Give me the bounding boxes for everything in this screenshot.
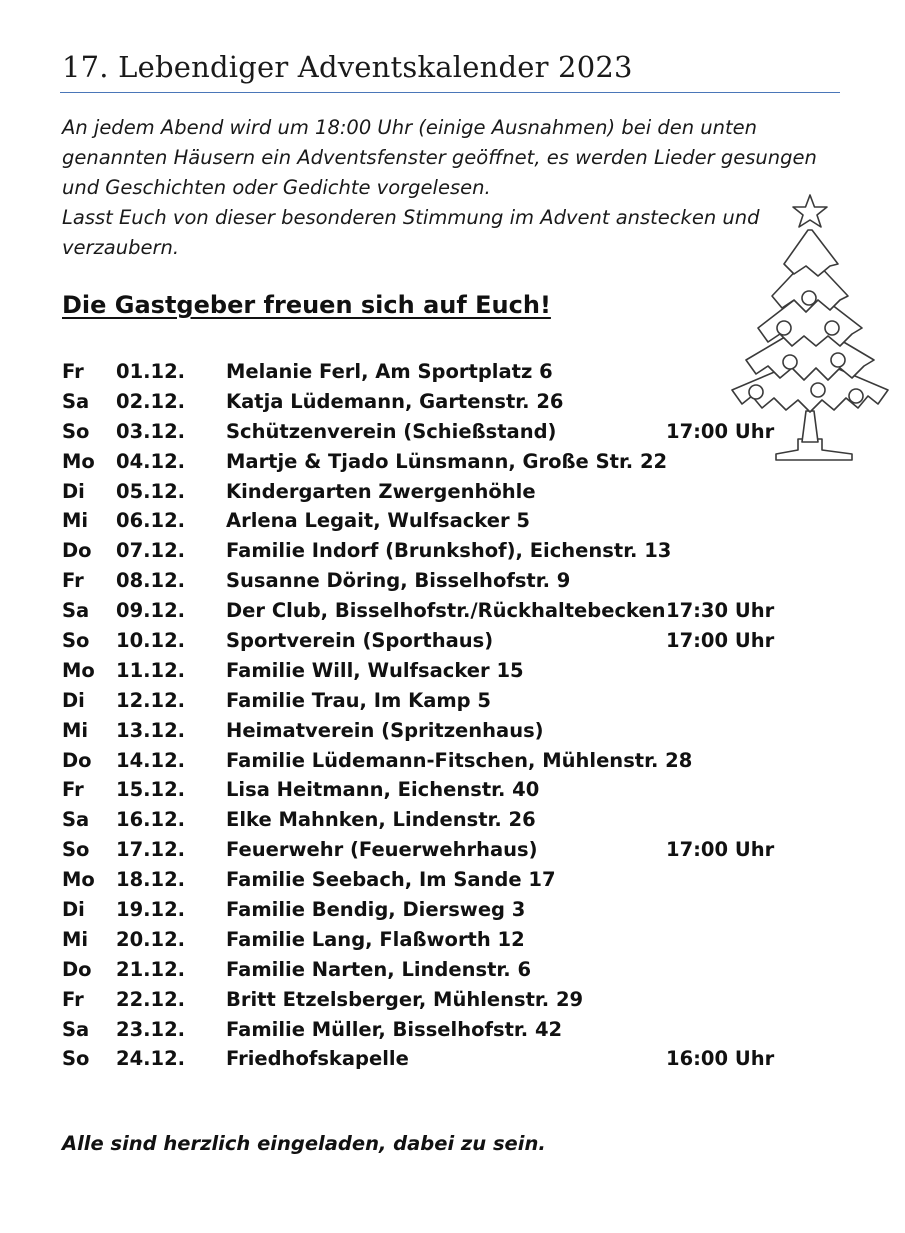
date: 20.12. bbox=[116, 927, 186, 951]
host: Martje & Tjado Lünsmann, Große Str. 22 bbox=[226, 449, 668, 473]
host: Susanne Döring, Bisselhofstr. 9 bbox=[226, 569, 571, 593]
intro-line: An jedem Abend wird um 18:00 Uhr (einige Ausnahmen) bei den unten bbox=[62, 116, 757, 139]
date: 04.12. bbox=[116, 449, 186, 473]
date: 05.12. bbox=[116, 479, 186, 503]
date: 22.12. bbox=[116, 987, 186, 1011]
page-title: 17. Lebendiger Adventskalender 2023 bbox=[62, 50, 633, 84]
weekday: Mo bbox=[62, 658, 95, 682]
date: 11.12. bbox=[116, 658, 186, 682]
host: Familie Trau, Im Kamp 5 bbox=[226, 688, 492, 712]
date: 17.12. bbox=[116, 838, 186, 862]
date: 06.12. bbox=[116, 509, 186, 533]
host: Familie Bendig, Diersweg 3 bbox=[226, 898, 526, 922]
start-time: 17:00 Uhr bbox=[666, 419, 775, 443]
date: 07.12. bbox=[116, 539, 186, 563]
host: Lisa Heitmann, Eichenstr. 40 bbox=[226, 778, 540, 802]
weekday: Fr bbox=[62, 987, 84, 1011]
host: Der Club, Bisselhofstr./Rückhaltebecken bbox=[226, 599, 666, 623]
date: 01.12. bbox=[116, 360, 186, 383]
weekday: Fr bbox=[62, 569, 84, 593]
start-time: 16:00 Uhr bbox=[666, 1047, 775, 1071]
date: 09.12. bbox=[116, 599, 186, 623]
date: 15.12. bbox=[116, 778, 186, 802]
host: Kindergarten Zwergenhöhle bbox=[226, 479, 536, 503]
date: 24.12. bbox=[116, 1047, 186, 1071]
host: Familie Lang, Flaßworth 12 bbox=[226, 927, 525, 951]
start-time: 17:30 Uhr bbox=[666, 599, 775, 623]
date: 13.12. bbox=[116, 718, 186, 742]
date: 08.12. bbox=[116, 569, 186, 593]
weekday: So bbox=[62, 1047, 90, 1071]
weekday: Sa bbox=[62, 389, 90, 413]
date: 21.12. bbox=[116, 957, 186, 981]
hosts-heading: Die Gastgeber freuen sich auf Euch! bbox=[62, 291, 551, 319]
date: 16.12. bbox=[116, 808, 186, 832]
date: 03.12. bbox=[116, 419, 186, 443]
weekday: Mi bbox=[62, 718, 89, 742]
intro-paragraph bbox=[62, 113, 822, 263]
weekday: Fr bbox=[62, 778, 84, 802]
weekday: So bbox=[62, 419, 90, 443]
intro-line: und Geschichten oder Gedichte vorgelesen. bbox=[62, 176, 491, 199]
closing-note: Alle sind herzlich eingeladen, dabei zu sein. bbox=[62, 1132, 546, 1155]
date: 14.12. bbox=[116, 748, 186, 772]
intro-line: Lasst Euch von dieser besonderen Stimmung im Advent anstecken und bbox=[62, 206, 760, 229]
weekday: Mo bbox=[62, 449, 95, 473]
host: Familie Indorf (Brunkshof), Eichenstr. 13 bbox=[226, 539, 672, 563]
host: Feuerwehr (Feuerwehrhaus) bbox=[226, 838, 538, 862]
start-time: 17:00 Uhr bbox=[666, 629, 775, 653]
weekday: Sa bbox=[62, 808, 90, 832]
date: 10.12. bbox=[116, 629, 186, 653]
title-divider bbox=[60, 92, 840, 93]
host: Schützenverein (Schießstand) bbox=[226, 419, 557, 443]
date: 23.12. bbox=[116, 1017, 186, 1041]
weekday: Fr bbox=[62, 360, 84, 383]
weekday: Di bbox=[62, 898, 85, 922]
date: 12.12. bbox=[116, 688, 186, 712]
intro-line: genannten Häusern ein Adventsfenster geöffnet, es werden Lieder gesungen bbox=[62, 146, 817, 169]
weekday: Do bbox=[62, 957, 92, 981]
host: Familie Seebach, Im Sande 17 bbox=[226, 868, 556, 892]
host: Katja Lüdemann, Gartenstr. 26 bbox=[226, 389, 564, 413]
host: Familie Will, Wulfsacker 15 bbox=[226, 658, 524, 682]
host: Friedhofskapelle bbox=[226, 1047, 409, 1071]
date: 02.12. bbox=[116, 389, 186, 413]
date: 18.12. bbox=[116, 868, 186, 892]
weekday: Do bbox=[62, 748, 92, 772]
weekday: Mo bbox=[62, 868, 95, 892]
host: Elke Mahnken, Lindenstr. 26 bbox=[226, 808, 536, 832]
intro-line: verzaubern. bbox=[62, 236, 180, 259]
date: 19.12. bbox=[116, 898, 186, 922]
weekday: Sa bbox=[62, 599, 90, 623]
weekday: So bbox=[62, 629, 90, 653]
host: Familie Narten, Lindenstr. 6 bbox=[226, 957, 532, 981]
host: Familie Müller, Bisselhofstr. 42 bbox=[226, 1017, 563, 1041]
weekday: Di bbox=[62, 479, 85, 503]
host: Sportverein (Sporthaus) bbox=[226, 629, 494, 653]
weekday: Di bbox=[62, 688, 85, 712]
weekday: Mi bbox=[62, 927, 89, 951]
weekday: Sa bbox=[62, 1017, 90, 1041]
start-time: 17:00 Uhr bbox=[666, 838, 775, 862]
host: Arlena Legait, Wulfsacker 5 bbox=[226, 509, 530, 533]
host: Melanie Ferl, Am Sportplatz 6 bbox=[226, 360, 553, 383]
host: Heimatverein (Spritzenhaus) bbox=[226, 718, 544, 742]
host: Familie Lüdemann-Fitschen, Mühlenstr. 28 bbox=[226, 748, 693, 772]
host: Britt Etzelsberger, Mühlenstr. 29 bbox=[226, 987, 584, 1011]
weekday: So bbox=[62, 838, 90, 862]
weekday: Do bbox=[62, 539, 92, 563]
weekday: Mi bbox=[62, 509, 89, 533]
